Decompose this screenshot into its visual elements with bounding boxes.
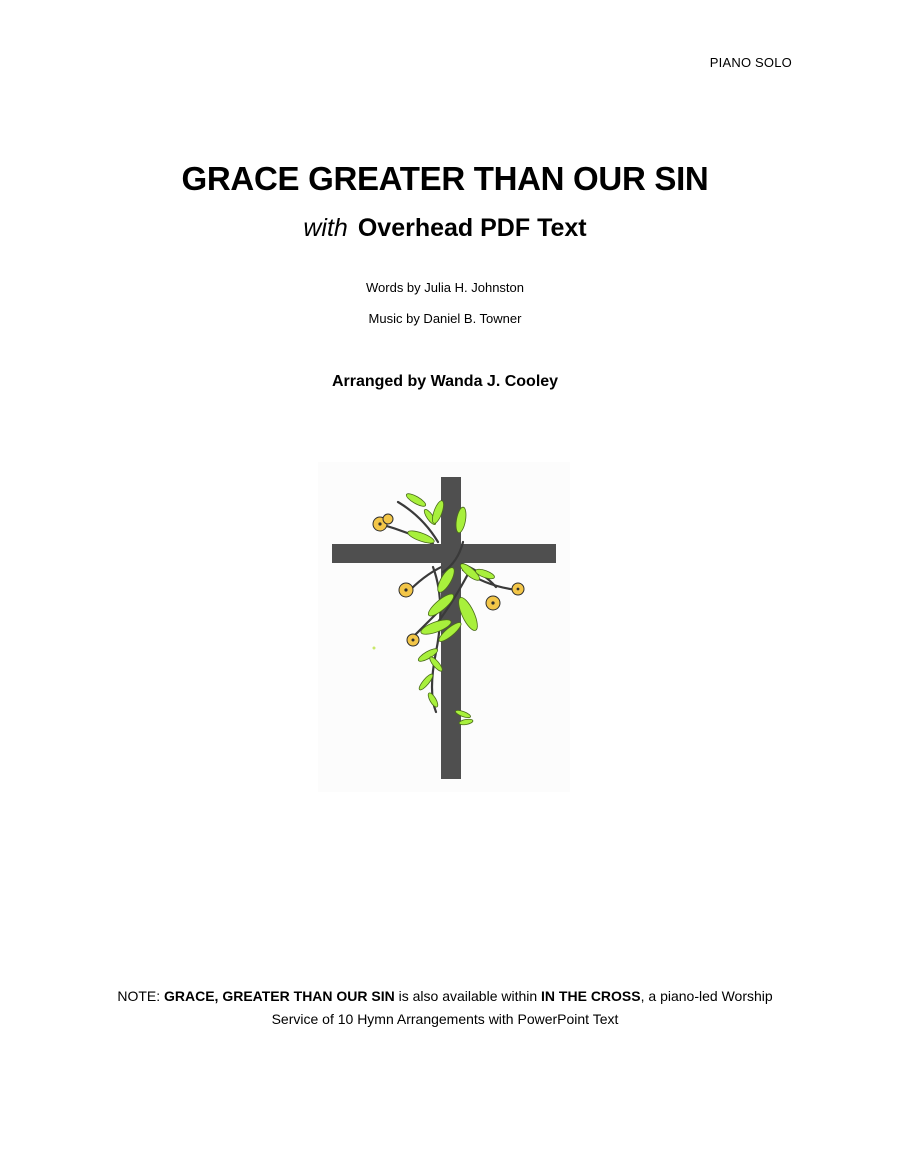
words-credit: Words by Julia H. Johnston <box>366 280 524 295</box>
note-line2: Service of 10 Hymn Arrangements with PowerPoint Text <box>271 1011 619 1027</box>
song-title: GRACE GREATER THAN OUR SIN <box>181 160 709 197</box>
availability-note <box>0 985 890 1031</box>
subtitle-with: with <box>303 214 348 242</box>
note-title: GRACE, GREATER THAN OUR SIN <box>164 988 395 1004</box>
note-collection: IN THE CROSS <box>541 988 641 1004</box>
subtitle <box>0 214 890 243</box>
note-mid: is also available within <box>394 988 542 1004</box>
subtitle-main: Overhead PDF Text <box>357 214 587 242</box>
music-credit: Music by Daniel B. Towner <box>368 311 522 326</box>
note-suffix: , a piano-led Worship <box>640 988 773 1004</box>
instrument-label: PIANO SOLO <box>709 55 792 70</box>
arranger-credit: Arranged by Wanda J. Cooley <box>331 373 559 390</box>
cross-with-flowers-icon <box>318 462 570 792</box>
note-prefix: NOTE: <box>117 988 164 1004</box>
